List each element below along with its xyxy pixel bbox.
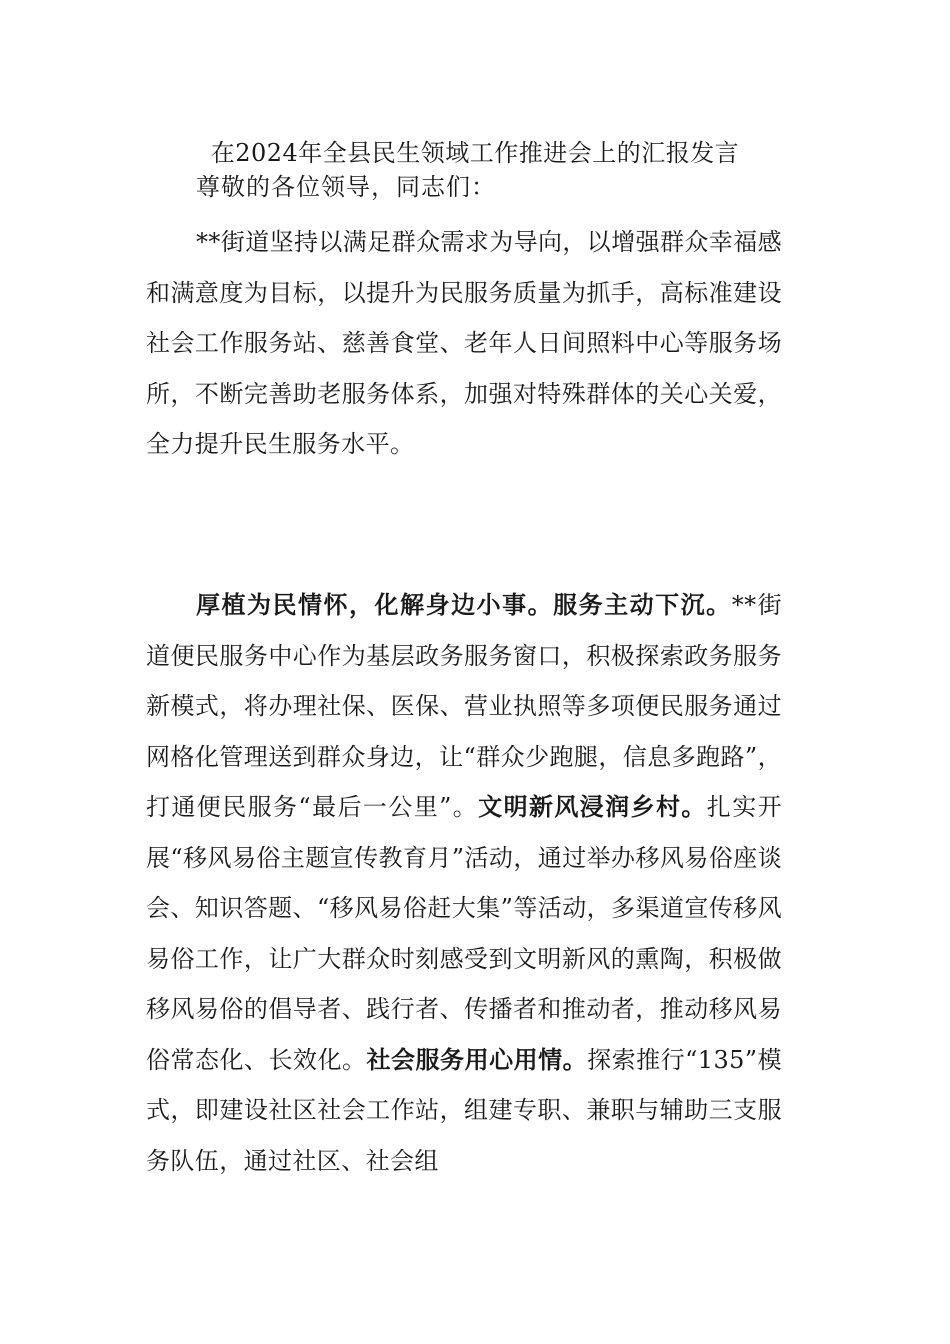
social-service-text: 探索推行“135”模式，即建设社区社会工作站，组建专职、兼职与辅助三支服务队伍，通过社区、社会组	[146, 1045, 782, 1175]
document-title: 在2024年全县民生领域工作推进会上的汇报发言	[210, 139, 740, 167]
service-text: **街道便民服务中心作为基层政务服务窗口，积极探索政务服务新模式，将办理社保、医保、营业执照等多项便民服务通过网格化管理送到群众身边，让“群众少跑腿，信息多跑路”，打通便民服务“最后一公里”。	[146, 591, 782, 821]
section-paragraph	[146, 580, 782, 1186]
subheading-civilization: 文明新风浸润乡村。	[478, 792, 707, 821]
subheading-service: 服务主动下沉。	[553, 590, 732, 619]
intro-paragraph: **街道坚持以满足群众需求为导向，以增强群众幸福感和满意度为目标，以提升为民服务质量为抓手，高标准建设社会工作服务站、慈善食堂、老年人日间照料中心等服务场所，不断完善助老服务体系，加强对特殊群体的关心关爱，全力提升民生服务水平。	[146, 228, 782, 458]
section-heading: 厚植为民情怀，化解身边小事。	[196, 590, 554, 619]
civilization-text: 扎实开展“移风易俗主题宣传教育月”活动，通过举办移风易俗座谈会、知识答题、“移风易俗赶大集”等活动，多渠道宣传移风易俗工作，让广大群众时刻感受到文明新风的熏陶，积极做移风易俗的倡导者、践行者、传播者和推动者，推动移风易俗常态化、长效化。	[146, 793, 783, 1074]
subheading-social-service: 社会服务用心用情。	[366, 1044, 588, 1074]
salutation: 尊敬的各位领导，同志们：	[196, 173, 496, 201]
